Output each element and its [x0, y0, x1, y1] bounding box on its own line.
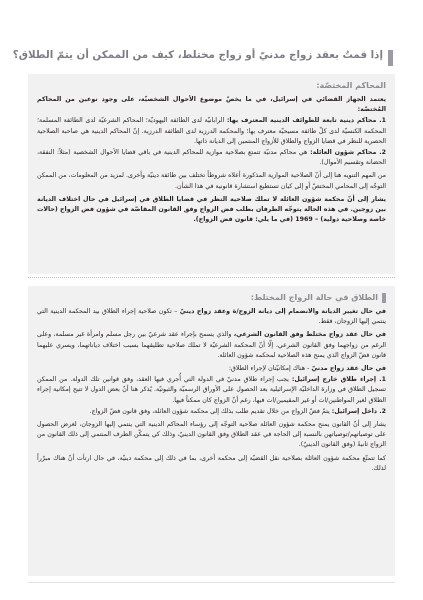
footer-rule — [28, 582, 395, 583]
jurisdiction-line-1: يشار إلى أنّ محكمة شؤون العائلة لا تملك صلاحية النظر في قضايا الطلاق في إسرائيل في حال اختلاف الديانة بين زوجين. — [37, 195, 387, 214]
divorce-in-israel-option — [37, 407, 386, 417]
recommendations-paragraph: يشار إلى أنّ القانون يمنح محكمة شؤون العائلة صلاحية التوجّه إلى رؤساء المحاكم الدينية التي ينتمي إليها الزوجان، لغرض الحصول على توصياتهم/توصياتهن بالنسبة إلى الحاجة في عقد الطلاق وفق القانون الدينيّ، وذلك كي يتمكّن الطرف المنتمي إلى ذلك القانون من الزواج ثانيةً (وفق القانون الدينيّ). — [37, 421, 386, 449]
competent-courts-section — [28, 74, 395, 274]
conversion-case — [37, 307, 386, 327]
option-lead: 1. إجراء طلاق خارج إسرائيل: — [291, 376, 386, 384]
section-header — [37, 292, 386, 304]
divorce-abroad-option — [37, 375, 386, 406]
case-lead: في حال تغيير الديانة والانضمام إلى ديانة الزوج/ة وعقد زواج دينيّ — [179, 308, 386, 315]
section-title: الطلاق في حالة الزواج المختلط: — [250, 293, 378, 302]
sharia-mixed-case — [37, 330, 386, 361]
option-text: يتمّ فضّ الزواج من خلال تقديم طلب بذلك إلى محكمة شؤون العائلة، وفق قانون فضّ الزواج. — [89, 407, 330, 415]
item-text: هي محاكم مدنيّة تتمتع بصلاحية موازية للمحاكم الدينية في باقي قضايا الأحوال الشخصية (مثلاً: النفقة، الحضانة وتقسيم الأموال). — [37, 149, 386, 167]
item-lead: 2. محاكم شؤون العائلة: — [310, 149, 386, 157]
question-marker — [388, 50, 393, 66]
mixed-marriage-divorce-section — [28, 286, 395, 576]
page-question-title: إذا قمتُ بعقد زواج مدنيّ أو زواج مختلط، كيف من الممكن أن يتمّ الطلاق؟ — [12, 49, 383, 61]
note-paragraph: من المهم التنويه هنا إلى أنّ الصلاحية الموازية المذكورة أعلاه شروطاً تختلف بين طائفة دينيّة وأخرى. لمزيد من المعلومات، من الممكن التوجّه إلى المحامي المختصّ أو إلى كيان تستطيع استشارة قانونية في هذا الشأن. — [37, 172, 386, 190]
jurisdiction-paragraph — [37, 195, 386, 226]
case-text: والذي يسمح بإجراء عقد شرعيّ بين رجل مسلم وامرأة غير مسلمة، وعلى الرغم من زواجهما وفق القانون الشرعي، إلّا أنّ المحكمة الشرعيّة لا تملك صلاحية تطليقهما بسبب اختلاف دياناتهما، ويسري عليهما قانون فضّ الزواج الذي يمنح هذه الصلاحية لمحكمة شؤون العائلة. — [37, 331, 386, 359]
section-title: المحاكم المختصّة: — [316, 81, 386, 90]
section-divider — [28, 277, 395, 278]
option-lead: 2. داخل إسرائيل: — [331, 407, 386, 415]
family-courts-item — [37, 148, 386, 168]
intro-paragraph: يعتمد الجهاز القضائي في إسرائيل، في ما يخصّ موضوع الأحوال الشخصيّة، على وجود نوعين من المحاكم المُختصّة: — [37, 96, 386, 114]
option-text: يجب إجراء طلاق مدنيّ في الدولة التي أُجري فيها العقد، وفق قوانين تلك الدولة. من الممكن تسجيل الطلاق في وزارة الداخليّة الإسرائيلية بعد الحصول على الأوراق الرسميّة والثبوتيّة. يُذكر هنا أنّ بعض الدول لا تتيح إمكانية إجراء الطلاق لغير المواطنين/ات أو غير المقيمين/ات فيها، رغم أنّ الزواج كان ممكناً فيها. — [37, 376, 386, 404]
case-lead: في حال عقد زواج مختلط وفق القانون الشرعي، — [233, 331, 386, 339]
case-text: – تكون صلاحية إجراء الطلاق بيد المحكمة الدينية التي ينتمي إليها الزوجان، فقط. — [37, 308, 386, 326]
case-text: - هناك إمكانيّتان لإجراء الطلاق: — [228, 365, 310, 373]
transfer-paragraph: كما تتمتّع محكمة شؤون العائلة بصلاحية نقل القضيّة إلى محكمة أخرى، بما في ذلك إلى محكمة دينيّة، في حال ارتأت أنّ هناك مبرّراً لذلك. — [37, 454, 386, 472]
jurisdiction-line-3: – 1969 (في ما يلي: قانون فض الزواج). — [193, 216, 319, 224]
religious-courts-item — [37, 116, 386, 147]
item-text: الرابانيّة لدى الطائفة اليهوديّة؛ المحاكم الشرعيّة لدى الطائفة المسلمة؛ المحكمة الكنسيّة لدى كلّ طائفة مسيحيّة معترف بها؛ والمحكمة الدرزية لدى الطائفة الدرزية. إنّ المحاكم الدينية هي صاحبة الصلاحية الحصرية للنظر في قضايا الزواج والطلاق للأزواج المنتمين إلى الديانة ذاتها. — [37, 117, 386, 145]
jurisdiction-line-2: في هذه الحالة يتوجّه الطرفان بطلب فض الزواج وفق القانون المقاصّة في شؤون فض الزواج (حالات خاصة وصلاحية دولية) — [37, 206, 386, 224]
item-lead: 1. محاكم دينية تابعة للطوائف الدينية المعترف بها: — [226, 117, 386, 125]
case-lead: في حال عقد زواج مدنيّ — [311, 365, 386, 373]
civil-marriage-case — [37, 364, 386, 374]
section-marker-icon — [382, 293, 386, 303]
